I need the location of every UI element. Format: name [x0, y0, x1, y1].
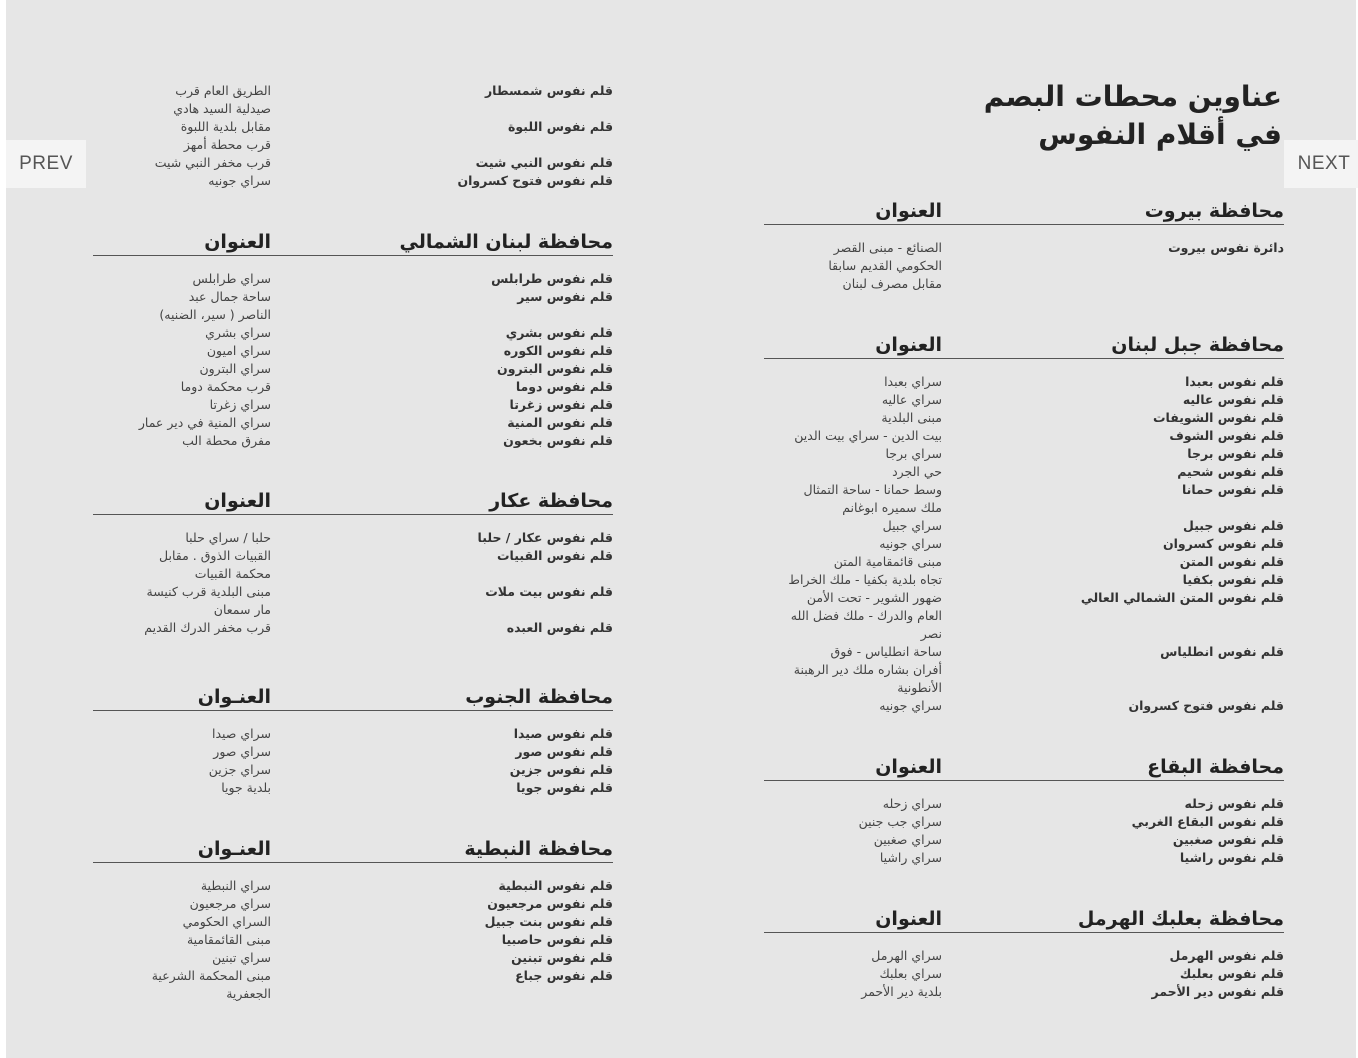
- address-line: مقابل بلدية اللبوة: [180, 119, 271, 134]
- table-row: [764, 553, 1284, 571]
- office-name: قلم نفوس الهرمل: [1169, 948, 1284, 963]
- governorate-title: محافظة جبل لبنان: [1111, 334, 1284, 356]
- office-address: [879, 697, 942, 715]
- section-akkar: [93, 486, 613, 637]
- governorate-title: محافظة لبنان الشمالي: [399, 231, 613, 253]
- table-row: [93, 414, 613, 432]
- office-list: [764, 239, 1284, 293]
- table-row: [93, 743, 613, 761]
- section-top-list: [93, 64, 613, 190]
- office-name: دائرة نفوس بيروت: [1168, 240, 1284, 255]
- address-line: حي الجرد: [892, 464, 942, 479]
- page-title: [882, 78, 1282, 154]
- address-line: سراي بشري: [205, 325, 271, 340]
- address-column-header: العنوان: [875, 334, 942, 356]
- table-row: [764, 849, 1284, 867]
- office-address: [207, 342, 271, 360]
- table-row: [764, 481, 1284, 517]
- governorate-title: محافظة بيروت: [1144, 200, 1284, 222]
- office-address: [834, 553, 942, 571]
- office-name: قلم نفوس تبنين: [511, 950, 613, 965]
- office-name: قلم نفوس المنية: [507, 415, 613, 430]
- section-south: [93, 682, 613, 797]
- address-line: سراي صيدا: [211, 726, 271, 741]
- governorate-title: محافظة عكار: [489, 490, 613, 512]
- table-row: [764, 409, 1284, 427]
- address-line: القبيات الذوق . مقابل: [159, 548, 271, 563]
- office-address: [828, 239, 942, 293]
- section-nabatieh: [93, 834, 613, 1003]
- address-line: سراي البترون: [199, 361, 271, 376]
- table-row: [93, 529, 613, 547]
- office-name: قلم نفوس الشوف: [1169, 428, 1284, 443]
- address-column-header: العنوان: [204, 231, 271, 253]
- section-header: [93, 227, 613, 256]
- address-column-header: العنـوان: [197, 686, 271, 708]
- address-line: سراي عاليه: [881, 392, 942, 407]
- office-name: قلم نفوس كسروان: [1162, 536, 1284, 551]
- office-address: [208, 172, 271, 190]
- table-row: [764, 517, 1284, 535]
- address-line: مبنى البلدية: [881, 410, 942, 425]
- office-list: [93, 82, 613, 190]
- office-address: [152, 967, 271, 1003]
- office-name: قلم نفوس فتوح كسروان: [457, 173, 613, 188]
- office-name: قلم نفوس بكفيا: [1182, 572, 1284, 587]
- table-row: [93, 342, 613, 360]
- office-name: قلم نفوس جباع: [515, 968, 613, 983]
- office-name: قلم نفوس جزين: [509, 762, 613, 777]
- table-row: [764, 983, 1284, 1001]
- office-name: قلم نفوس بخعون: [503, 433, 613, 448]
- address-line: نصر: [920, 626, 942, 641]
- office-name: قلم نفوس النبطية: [498, 878, 613, 893]
- office-name: قلم نفوس عاليه: [1182, 392, 1284, 407]
- address-column-header: العنوان: [875, 200, 942, 222]
- section-baalbek: [764, 904, 1284, 1001]
- office-list: [764, 795, 1284, 867]
- address-line: ساحة انطلياس - فوق: [830, 644, 942, 659]
- section-header: [764, 904, 1284, 933]
- office-name: قلم نفوس زحله: [1184, 796, 1284, 811]
- table-row: [764, 795, 1284, 813]
- table-row: [93, 547, 613, 583]
- address-line: صيدلية السيد هادي: [173, 101, 271, 116]
- table-row: [764, 463, 1284, 481]
- office-name: قلم نفوس البترون: [497, 361, 613, 376]
- governorate-title: محافظة النبطية: [464, 838, 613, 860]
- office-name: قلم نفوس شمسطار: [484, 83, 613, 98]
- address-line: سراي بعبدا: [884, 374, 942, 389]
- office-address: [880, 849, 942, 867]
- address-line: سراي جونيه: [879, 698, 942, 713]
- office-list: [764, 373, 1284, 715]
- office-address: [879, 535, 942, 553]
- address-line: مبنى القائمقامية: [186, 932, 271, 947]
- address-line: ملك سميره ابوغانم: [842, 500, 942, 515]
- office-name: قلم نفوس المتن: [1179, 554, 1284, 569]
- office-name: قلم نفوس جبيل: [1183, 518, 1284, 533]
- office-name: قلم نفوس بيت ملات: [485, 584, 613, 599]
- table-row: [764, 445, 1284, 463]
- table-row: [764, 831, 1284, 849]
- table-row: [764, 697, 1284, 715]
- address-line: سراي زحله: [882, 796, 942, 811]
- office-address: [173, 82, 271, 118]
- office-list: [93, 270, 613, 450]
- office-name: قلم نفوس جويا: [516, 780, 613, 795]
- office-name: قلم نفوس البقاع الغربي: [1131, 814, 1284, 829]
- table-row: [764, 373, 1284, 391]
- address-line: مار سمعان: [213, 602, 271, 617]
- address-line: قرب محطة أمهز: [183, 137, 271, 152]
- address-line: الصنائع - مبنى القصر: [833, 240, 942, 255]
- office-name: قلم نفوس زغرتا: [509, 397, 613, 412]
- address-line: مبنى قائمقامية المتن: [833, 554, 942, 569]
- office-name: قلم نفوس شحيم: [1177, 464, 1284, 479]
- address-line: سراي المنية في دير عمار: [138, 415, 271, 430]
- address-line: محكمة القبيات: [194, 566, 271, 581]
- address-line: سراي النبطية: [200, 878, 271, 893]
- office-name: قلم نفوس بنت جبيل: [484, 914, 613, 929]
- table-row: [93, 877, 613, 895]
- office-name: قلم نفوس المتن الشمالي العالي: [1080, 590, 1284, 605]
- office-address: [201, 877, 271, 895]
- address-line: وسط حمانا - ساحة التمثال: [803, 482, 942, 497]
- table-row: [764, 589, 1284, 643]
- section-header: [764, 330, 1284, 359]
- table-row: [93, 895, 613, 913]
- table-row: [764, 427, 1284, 445]
- table-row: [93, 913, 613, 931]
- table-row: [93, 118, 613, 154]
- address-line: بلدية جويا: [221, 780, 271, 795]
- address-line: سراي بعلبك: [879, 966, 942, 981]
- table-row: [93, 931, 613, 949]
- address-line: العام والدرك - ملك فضل الله: [790, 608, 942, 623]
- office-address: [879, 965, 942, 983]
- office-address: [794, 427, 942, 445]
- office-address: [139, 414, 271, 432]
- brochure-page: [6, 0, 1356, 1058]
- address-line: سراي صور: [213, 744, 271, 759]
- address-column-header: العنوان: [204, 490, 271, 512]
- table-row: [93, 619, 613, 637]
- address-line: سراي جزين: [208, 762, 271, 777]
- table-row: [93, 432, 613, 450]
- address-column-header: العنـوان: [197, 838, 271, 860]
- office-address: [182, 432, 271, 450]
- governorate-title: محافظة البقاع: [1147, 756, 1284, 778]
- office-address: [883, 795, 942, 813]
- office-address: [804, 481, 942, 517]
- office-name: قلم نفوس سير: [517, 289, 613, 304]
- office-name: قلم نفوس مرجعيون: [487, 896, 613, 911]
- office-address: [155, 154, 271, 172]
- address-line: ضهور الشوير - تحت الأمن: [806, 590, 942, 605]
- governorate-title: محافظة بعلبك الهرمل: [1077, 908, 1284, 930]
- office-name: قلم نفوس انطلياس: [1160, 644, 1284, 659]
- office-address: [209, 761, 271, 779]
- office-address: [794, 643, 942, 697]
- office-address: [859, 813, 942, 831]
- office-name: قلم نفوس النبي شيت: [475, 155, 613, 170]
- office-address: [871, 947, 942, 965]
- table-row: [764, 571, 1284, 589]
- address-line: مبنى البلدية قرب كنيسة: [146, 584, 271, 599]
- office-address: [212, 949, 271, 967]
- table-row: [93, 725, 613, 743]
- page-title-line-2: في أقلام النفوس: [1038, 118, 1282, 151]
- office-address: [193, 270, 271, 288]
- address-line: سراي طرابلس: [192, 271, 271, 286]
- address-column-header: العنوان: [875, 756, 942, 778]
- address-line: سراي جب جنين: [858, 814, 942, 829]
- office-name: قلم نفوس طرابلس: [491, 271, 613, 286]
- table-row: [764, 239, 1284, 293]
- address-line: سراي صغبين: [873, 832, 942, 847]
- address-line: مقابل مصرف لبنان: [842, 276, 942, 291]
- table-row: [764, 643, 1284, 697]
- office-address: [881, 409, 942, 427]
- table-row: [93, 761, 613, 779]
- address-line: تجاه بلدية بكفيا - ملك الخراط: [788, 572, 942, 587]
- table-row: [764, 391, 1284, 409]
- office-address: [183, 913, 271, 931]
- address-line: بلدية دير الأحمر: [861, 984, 942, 999]
- table-row: [764, 947, 1284, 965]
- office-name: قلم نفوس الكوره: [503, 343, 613, 358]
- address-line: قرب محكمة دوما: [180, 379, 271, 394]
- address-line: سراي جبيل: [882, 518, 942, 533]
- table-row: [764, 813, 1284, 831]
- section-mount-lebanon: [764, 330, 1284, 715]
- table-row: [93, 324, 613, 342]
- address-line: قرب مخفر النبي شيت: [154, 155, 271, 170]
- office-address: [210, 396, 271, 414]
- section-bekaa: [764, 752, 1284, 867]
- office-address: [861, 983, 942, 1001]
- office-name: قلم نفوس برجا: [1187, 446, 1284, 461]
- office-name: قلم نفوس دير الأحمر: [1151, 984, 1284, 999]
- office-address: [213, 743, 271, 761]
- office-address: [144, 619, 271, 637]
- address-line: الأنطونية: [897, 680, 942, 695]
- office-name: قلم نفوس اللبوة: [508, 119, 613, 134]
- address-line: الجعفرية: [226, 986, 271, 1001]
- office-address: [788, 571, 942, 589]
- address-line: مبنى المحكمة الشرعية: [151, 968, 271, 983]
- office-list: [93, 725, 613, 797]
- office-name: قلم نفوس عكار / حلبا: [477, 530, 613, 545]
- address-line: سراي جونيه: [208, 173, 271, 188]
- office-name: قلم نفوس صيدا: [513, 726, 613, 741]
- office-list: [93, 529, 613, 637]
- office-address: [159, 547, 271, 583]
- address-line: بيت الدين - سراي بيت الدين: [794, 428, 942, 443]
- office-list: [764, 947, 1284, 1001]
- table-row: [93, 270, 613, 288]
- address-line: سراي برجا: [885, 446, 942, 461]
- table-row: [93, 396, 613, 414]
- office-name: قلم نفوس بعلبك: [1179, 966, 1284, 981]
- page-title-line-1: عناوين محطات البصم: [983, 80, 1282, 113]
- table-row: [93, 949, 613, 967]
- section-header: [764, 196, 1284, 225]
- table-row: [93, 583, 613, 619]
- section-header: [93, 486, 613, 515]
- office-address: [884, 373, 942, 391]
- section-header: [764, 752, 1284, 781]
- office-name: قلم نفوس الشويفات: [1152, 410, 1284, 425]
- office-address: [221, 779, 271, 797]
- address-line: سراي جونيه: [879, 536, 942, 551]
- prev-button[interactable]: PREV: [6, 140, 86, 188]
- address-line: مفرق محطة الب: [182, 433, 271, 448]
- address-column-header: العنوان: [875, 908, 942, 930]
- address-line: سراي تبنين: [212, 950, 271, 965]
- office-list: [93, 877, 613, 1003]
- office-address: [205, 324, 271, 342]
- section-north: [93, 227, 613, 450]
- office-name: قلم نفوس القبيات: [496, 548, 613, 563]
- table-row: [764, 535, 1284, 553]
- office-name: قلم نفوس بشري: [505, 325, 613, 340]
- office-name: قلم نفوس راشيا: [1179, 850, 1284, 865]
- office-address: [190, 895, 271, 913]
- section-header: [93, 834, 613, 863]
- address-line: سراي اميون: [206, 343, 271, 358]
- office-address: [181, 378, 271, 396]
- office-name: قلم نفوس صغبين: [1172, 832, 1284, 847]
- section-beirut: [764, 196, 1284, 293]
- governorate-title: محافظة الجنوب: [465, 686, 613, 708]
- office-name: قلم نفوس حمانا: [1181, 482, 1284, 497]
- address-line: السراي الحكومي: [182, 914, 271, 929]
- address-line: قرب مخفر الدرك القديم: [144, 620, 271, 635]
- office-address: [199, 360, 271, 378]
- table-row: [93, 360, 613, 378]
- address-line: حلبا / سراي حلبا: [185, 530, 271, 545]
- office-name: قلم نفوس دوما: [515, 379, 613, 394]
- table-row: [93, 288, 613, 324]
- office-address: [885, 445, 942, 463]
- address-line: سراي زغرتا: [209, 397, 271, 412]
- table-row: [93, 967, 613, 1003]
- office-address: [791, 589, 942, 643]
- office-name: قلم نفوس حاصبيا: [501, 932, 613, 947]
- office-address: [181, 118, 271, 154]
- address-line: الطريق العام قرب: [175, 83, 271, 98]
- office-address: [212, 725, 271, 743]
- next-button[interactable]: NEXT: [1284, 140, 1358, 188]
- address-line: سراي راشيا: [879, 850, 942, 865]
- office-name: قلم نفوس فتوح كسروان: [1128, 698, 1284, 713]
- office-name: قلم نفوس بعبدا: [1185, 374, 1284, 389]
- table-row: [764, 965, 1284, 983]
- address-line: ساحة جمال عبد: [188, 289, 271, 304]
- address-line: سراي الهرمل: [871, 948, 942, 963]
- office-address: [159, 288, 271, 324]
- address-line: سراي مرجعيون: [189, 896, 271, 911]
- office-address: [185, 529, 271, 547]
- table-row: [93, 378, 613, 396]
- table-row: [93, 172, 613, 190]
- office-address: [882, 391, 942, 409]
- office-address: [874, 831, 942, 849]
- office-name: قلم نفوس العبده: [506, 620, 613, 635]
- office-name: قلم نفوس صور: [515, 744, 613, 759]
- office-address: [883, 517, 942, 535]
- address-line: أفران بشاره ملك دير الرهبنة: [793, 662, 942, 677]
- office-address: [892, 463, 942, 481]
- table-row: [93, 154, 613, 172]
- section-header: [93, 682, 613, 711]
- address-line: الحكومي القديم سابقا: [828, 258, 942, 273]
- office-address: [187, 931, 271, 949]
- table-row: [93, 82, 613, 118]
- address-line: الناصر ( سير، الضنيه): [159, 307, 271, 322]
- office-address: [147, 583, 272, 619]
- table-row: [93, 779, 613, 797]
